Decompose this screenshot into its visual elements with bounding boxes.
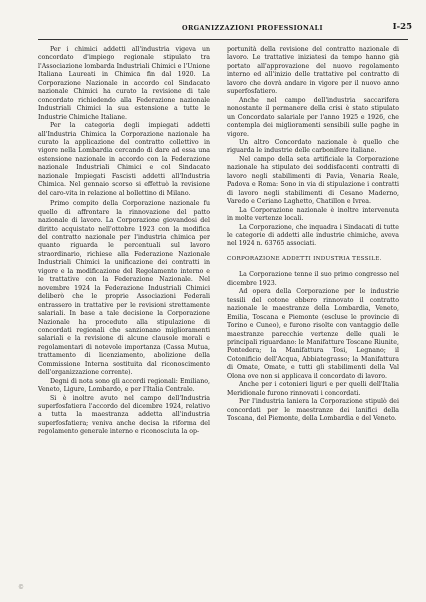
paragraph: Nel campo della seta artificiale la Corporazione nazionale ha stipulato dei soddisfacenti contratti di lavoro negli stabilimenti di Pavia, Venaria Reale, Padova e Roma: Sono in via di stipulazione i contratti di lavoro negli stabilimenti di Cesano Maderno, Varedo e Ceriano Laghetto, Chatillon e Ivrea. xyxy=(227,155,399,206)
copyright-mark: © xyxy=(18,584,24,591)
paragraph: Un altro Concordato nazionale è quello che riguarda le industrie delle carbonifere italiane. xyxy=(227,138,399,155)
paragraph: portunità della revisione del contratto nazionale di lavoro. Le trattative iniziatesi da tempo hanno già portato all'approvazione del nuovo regolamento interno ed all'inizio delle trattative pel contratto di lavoro che dovrà andare in vigore per il nuovo anno superfosfatiero. xyxy=(227,46,399,96)
paragraph: Anche nel campo dell'industria saccarifera nonostante il permanere della crisi è stato stipulato un Concordato salariale per l'anno 1925 e 1926, che contempla dei miglioramenti sensibili sulle paghe in vigore. xyxy=(227,96,399,138)
paragraph: Per l'industria laniera la Corporazione stipulò dei concordati per le maestranze dei lanifici della Toscana, del Piemonte, della Lombardia e del Veneto. xyxy=(227,398,399,423)
header-rule xyxy=(38,39,408,40)
paragraph: La Corporazione tenne il suo primo congresso nel dicembre 1923. xyxy=(227,271,399,287)
paragraph: La Corporazione, che inquadra i Sindacati di tutte le categorie di addetti alle industrie chimiche, aveva nel 1924 n. 63765 associati. xyxy=(227,223,399,248)
paragraph: Primo compito della Corporazione nazionale fu quello di affrontare la rinnovazione del patto nazionale di lavoro. La Corporazione giovandosi del diritto acquistato nell'ottobre 1923 con la modifica del contratto nazionale per l'industria chimica per quanto riguarda le percentuali sul lavoro straordinario, richiese alla Federazione Nazionale Industriali Chimici la unificazione dei contratti in vigore e la modificazione del Regolamento interno e le trattative con la Federazione Nazionale. Nel novembre 1924 la Federazione Industriali Chimici deliberò che le proprie Associazioni Federali entrassero in trattative per le revisioni strettamente salariali. In base a tale decisione la Corporazione Nazionale ha proceduto alla stipulazione di concordati regionali che sanzionano miglioramenti salariali e la revisione di alcune clausole morali e regolamentari di notevole importanza (Cassa Mutua, trattamento di licenziamento, abolizione della Commissione Interna sostituita dal riconoscimento dell'organizzazione corrente). xyxy=(38,200,210,377)
page-number: I-25 xyxy=(392,22,412,32)
paragraph: Anche per i cotonieri liguri e per quelli dell'Italia Meridionale furono rinnovati i concordati. xyxy=(227,381,399,397)
left-column xyxy=(38,46,210,437)
paragraph: Ad opera della Corporazione per le industrie tessili del cotone ebbero rinnovato il contratto nazionale le maestranze della Lombardia, Veneto, Emilia, Toscana e Piemonte (escluse le provincie di Torino e Cuneo), e furono risolte con vantaggio delle maestranze parecchie vertenze delle quali le principali riguardano: le Manifatture Toscane Riunite, Pontedera; la Manifattura Tosi, Legnano; il Cotonificio dell'Acqua, Abbiategrasso; la Manifattura di Omate, Omate, e tutti gli stabilimenti della Val Olona ove non si applicava il concordato di lavoro. xyxy=(227,288,399,380)
page-header xyxy=(38,24,412,36)
paragraph: La Corporazione nazionale è inoltre intervenuta in molte vertenze locali. xyxy=(227,206,399,223)
right-column xyxy=(227,46,399,423)
section-title: CORPORAZIONE ADDETTI INDUSTRIA TESSILE. xyxy=(227,255,382,262)
paragraph: Si è inoltre avuto nel campo dell'Industria superfosfatiera l'accordo del dicembre 1924, relativo a tutta la maestranza addetta all'industria superfosfatiera; veniva anche decisa la riforma del regolamento generale interno e riconosciuta la op- xyxy=(38,394,210,436)
paragraph: Per la categoria degli impiegati addetti all'Industria Chimica la Corporazione nazionale ha curato la applicazione del contratto collettivo in vigore nella Lombardia cercando di dare ad essa una estensione nazionale in accordo con la Federazione nazionale Industriali Chimici e col Sindacato nazionale Impiegati Fascisti addetti all'Industria Chimica. Nel gennaio scorso si effettuò la revisione del caro-vita in relazione al bollettino di Milano. xyxy=(38,122,210,197)
running-title: ORGANIZZAZIONI PROFESSIONALI xyxy=(182,24,323,32)
paragraph: Per i chimici addetti all'industria vigeva un concordato d'impiego regionale stipulato tra l'Associazione lombarda Industriali Chimici e l'Unione Italiana Laureati in Chimica fin dal 1920. La Corporazione Nazionale in accordo col Sindacato nazionale Chimici ha curato la revisione di tale concordato richiedendo alla Federazione nazionale Industriali Chimici la sua estensione a tutte le Industrie Chimiche Italiane. xyxy=(38,46,210,121)
paragraph: Degni di nota sono gli accordi regionali: Emiliano, Veneto, Ligure, Lombardo, e per l'Italia Centrale. xyxy=(38,377,210,394)
